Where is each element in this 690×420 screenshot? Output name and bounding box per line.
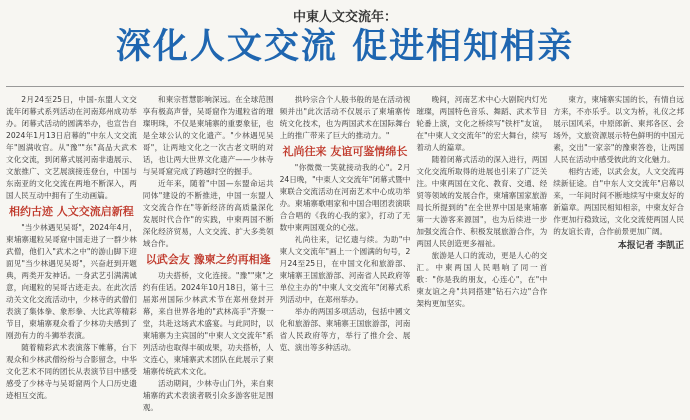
- kicker: 中東人文交流年：: [292, 10, 397, 25]
- column-4: [416, 94, 547, 418]
- article-body: [6, 94, 684, 418]
- column-2: [143, 94, 274, 418]
- paragraph: 举办的两国多项活动，包括中國文化和旅游部、柬埔寨王国旅游部，河南省人民政府等方，举行了推介会、展览、演出等多种活动。: [279, 307, 411, 352]
- column-5: [553, 94, 684, 418]
- paragraph: 旅游是人口的流动，更是人心的交汇。中柬两国人民唱响了同一首歌："你是我的朋友，心连心"，在"中柬友谊之舟"共同搭建"钻石六边"合作架构更加坚实。: [416, 251, 548, 308]
- paragraph: 随着闭幕式活动的深入进行，两国文化交流所取得的进展也引来了广泛关注。中柬两国在文化、教育、交通、经贸等领域的发展合作，柬埔寨国家旅游局长所提到的"在全世界中国是柬埔寨第一大游客来源国"，也为后续进一步加强交流合作、积极发展旅游合作，为两国人民创造更多福祉。: [416, 155, 548, 248]
- paragraph: 和柬宗哲慧影响深远。在全球范围享有极高声誉，吴哥窟作为暹粒省的璀璨明珠，不仅是柬埔寨的重要象征，也是全球公认的文化遗产。"少林遇见吴哥"，让两地文化之一次古老文明的对话，也让两大世界文化遗产——少林寺与吴哥窟完成了跨越时空的握手。: [142, 95, 274, 176]
- paragraph: 礼尚往来，记忆遗与续。为助"中柬人文交流年"画上一个圆满的句号，2月24至25日，在中国文化和旅游部、柬埔寨王国旅游部、河南省人民政府等单位主办的"中柬人文交流年"闭幕式系列活动中，在郑州举办。: [279, 235, 411, 304]
- paragraph: "你微微一笑就接动我的心"。2月24日晚，"中東人文交流年"闭幕式暨中柬联合交流活动在河南艺术中心成功举办。柬埔寨歌唱家和中国合唱团表演联合合唱的《我的心我的家》，打动了无数中柬两国观众的心弦。: [279, 163, 411, 232]
- paragraph: 晚间，河南艺术中心大剧院内灯光璀璨，两国特色音乐、舞蹈、武术节目轮番上演，文化之桥续写"铁杆"友谊，在"中柬人文交流年"的宏大舞台，续写着动人的篇章。: [416, 95, 548, 152]
- byline: 本报记者 李凯正: [617, 241, 684, 251]
- divider: [6, 86, 684, 87]
- paragraph: "当少林遇见吴哥"，2024年4月，柬埔寨暹粒吴哥窟中国走进了一群少林武僧，他们入"武术之中"的游山脚下迎面见"当少林遇见吴哥"，兴奋赶到开题典，两类开发神话。一身武艺引满满诚意，向暹粒的吴哥古迹走去。在此次活动关文化交流活动中，少林寺的武僧们表演了集体拳、象形拳、大比武等精彩节目，柬埔寨观众看了少林功夫感到了刚劲有力的斗狮举表演。: [6, 223, 137, 340]
- column-1: [6, 94, 137, 418]
- paragraph: 柬方，柬埔寨实国的长，有情自远方来，不亦乐乎。以文为桥，礼仪之邦展示国风采，中原郎新、柬邦各区、会场外，文旅资源展示特色鲜明的中国元素，交出"一家亲"的豫柬答卷，让两国人民在活动中感受彼此的文化魅力。: [553, 95, 684, 164]
- paragraph: 相约古迹，以武会友，人文交流再续新征途。自"中东人文交流年"启幕以来，一年间时间不断地续写中柬友好的新篇章。两国民相知相亲，中柬友好合作更加行稳致远，文化交流使两国人民的友谊长青，合作前景更加广阔。: [553, 167, 684, 236]
- paragraph: 近年来，随着"中国—东盟命运共同体"建设的不断推进，中国一东盟人文交流合作在"等新经济的高质量深化发展时代合作"的实践，中柬两国不断深化经济贸易，人文交流、扩大多类领域合作。: [142, 179, 274, 248]
- headline: 深化人文交流 促进相知相亲: [115, 27, 575, 67]
- paragraph: 活动期间，少林寺山门外，来自柬埔寨的武术表演者吸引众多游客驻足围观。: [142, 379, 274, 412]
- paragraph: 随着精彩武术表演落下帷幕，台下观众和少林武僧纷纷与合影留念，中华文化艺术不同的团长从表演节目中感受感受了少林寺与吴哥窟两个人口历史遗迹相互交流。: [6, 343, 137, 400]
- paragraph: 功夫搭桥，文化连接。"豫""柬"之约有佳话。2024年10月18日，第十三届郑州国际少林武术节在郑州登封开幕，来自世界各地的"武林高手"齐聚一堂，共赴这场武术盛宴。与此同时，以柬埔寨为主宾国的"中柬人文交流年"系列活动也取得丰硕成果，功夫搭桥，人文连心，柬埔寨武术团队在此展示了柬埔寨传统武术文化。: [142, 271, 274, 376]
- subheading: 以武会友 豫柬之约再相逢: [145, 253, 271, 266]
- subheading: 相约古迹 人文交流启新程: [8, 205, 134, 218]
- paragraph: 2月24至25日，中国-东盟人文交流年闭幕式系列活动在河南郑州成功举办。闭幕式活动的圆满举办，也宣告自2024年1月13日启幕的"中东人文交流年"圆满收官。从"豫""东"高品大武术文化交流，到闭幕式展河南非遗展示、文旅推广、文艺展演接连登台，中国与东南亚的文化交流在两地不断深入，两国人民互动中拥有了生动画篇。: [6, 95, 137, 200]
- subheading: 礼尚往来 友谊可鉴情绵长: [282, 145, 408, 158]
- column-3: [280, 94, 411, 418]
- paragraph: 拱吟宗合个人般书般的是在活动视频并出"此次活动不仅展示了柬埔寨传统文化技术，也为两国武术在国际舞台上的推广带来了巨大的推动力。": [279, 95, 411, 140]
